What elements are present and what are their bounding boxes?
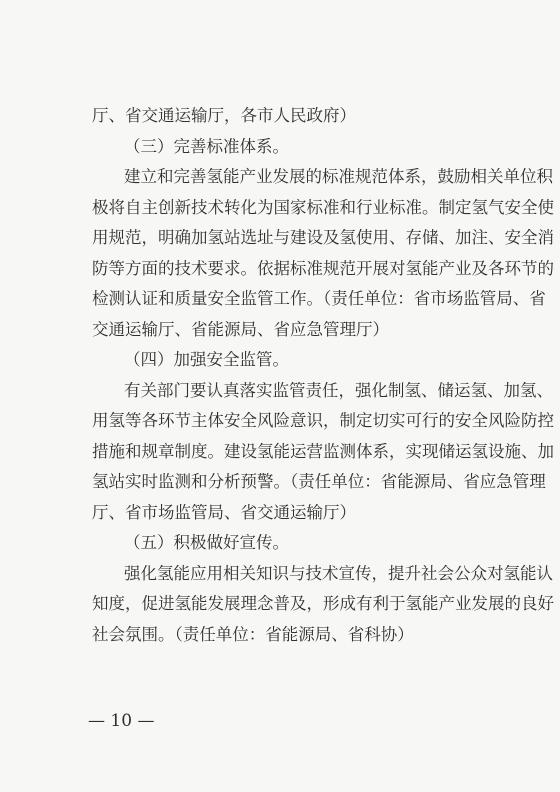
section-heading-safety-supervision: （四）加强安全监管。	[124, 350, 289, 369]
paragraph-line: 交通运输厅、省能源局、省应急管理厅）	[92, 319, 389, 339]
paragraph-line: 措施和规章制度。建设氢能运营监测体系，实现储运氢设施、加	[92, 441, 554, 461]
paragraph-line: 用氢等各环节主体安全风险意识，制定切实可行的安全风险防控	[92, 411, 554, 430]
document-body	[92, 101, 554, 650]
paragraph-line: 检测认证和质量安全监管工作。（责任单位：省市场监管局、省	[92, 289, 546, 308]
paragraph-line: 强化氢能应用相关知识与技术宣传，提升社会公众对氢能认	[124, 563, 553, 583]
paragraph-line: 用规范，明确加氢站选址与建设及氢使用、存储、加注、安全消	[92, 228, 554, 247]
paragraph-line: 防等方面的技术要求。依据标准规范开展对氢能产业及各环节的	[92, 258, 554, 278]
paragraph-line: 建立和完善氢能产业发展的标准规范体系，鼓励相关单位积	[124, 167, 553, 186]
paragraph-line: 极将自主创新技术转化为国家标准和行业标准。制定氢气安全使	[92, 197, 554, 217]
section-heading-publicity: （五）积极做好宣传。	[124, 533, 289, 552]
paragraph-line: 氢站实时监测和分析预警。（责任单位：省能源局、省应急管理	[92, 472, 546, 491]
continuation-line: 厅、省交通运输厅，各市人民政府）	[92, 106, 356, 125]
paragraph-line: 厅、省市场监管局、省交通运输厅）	[92, 502, 356, 522]
paragraph-line: 有关部门要认真落实监管责任，强化制氢、储运氢、加氢、	[124, 380, 553, 400]
section-heading-standard-system: （三）完善标准体系。	[124, 136, 289, 156]
paragraph-line: 知度，促进氢能发展理念普及，形成有利于氢能产业发展的良好	[92, 594, 554, 613]
page-number: — 10 —	[88, 711, 155, 731]
paragraph-line: 社会氛围。（责任单位：省能源局、省科协）	[92, 624, 414, 644]
